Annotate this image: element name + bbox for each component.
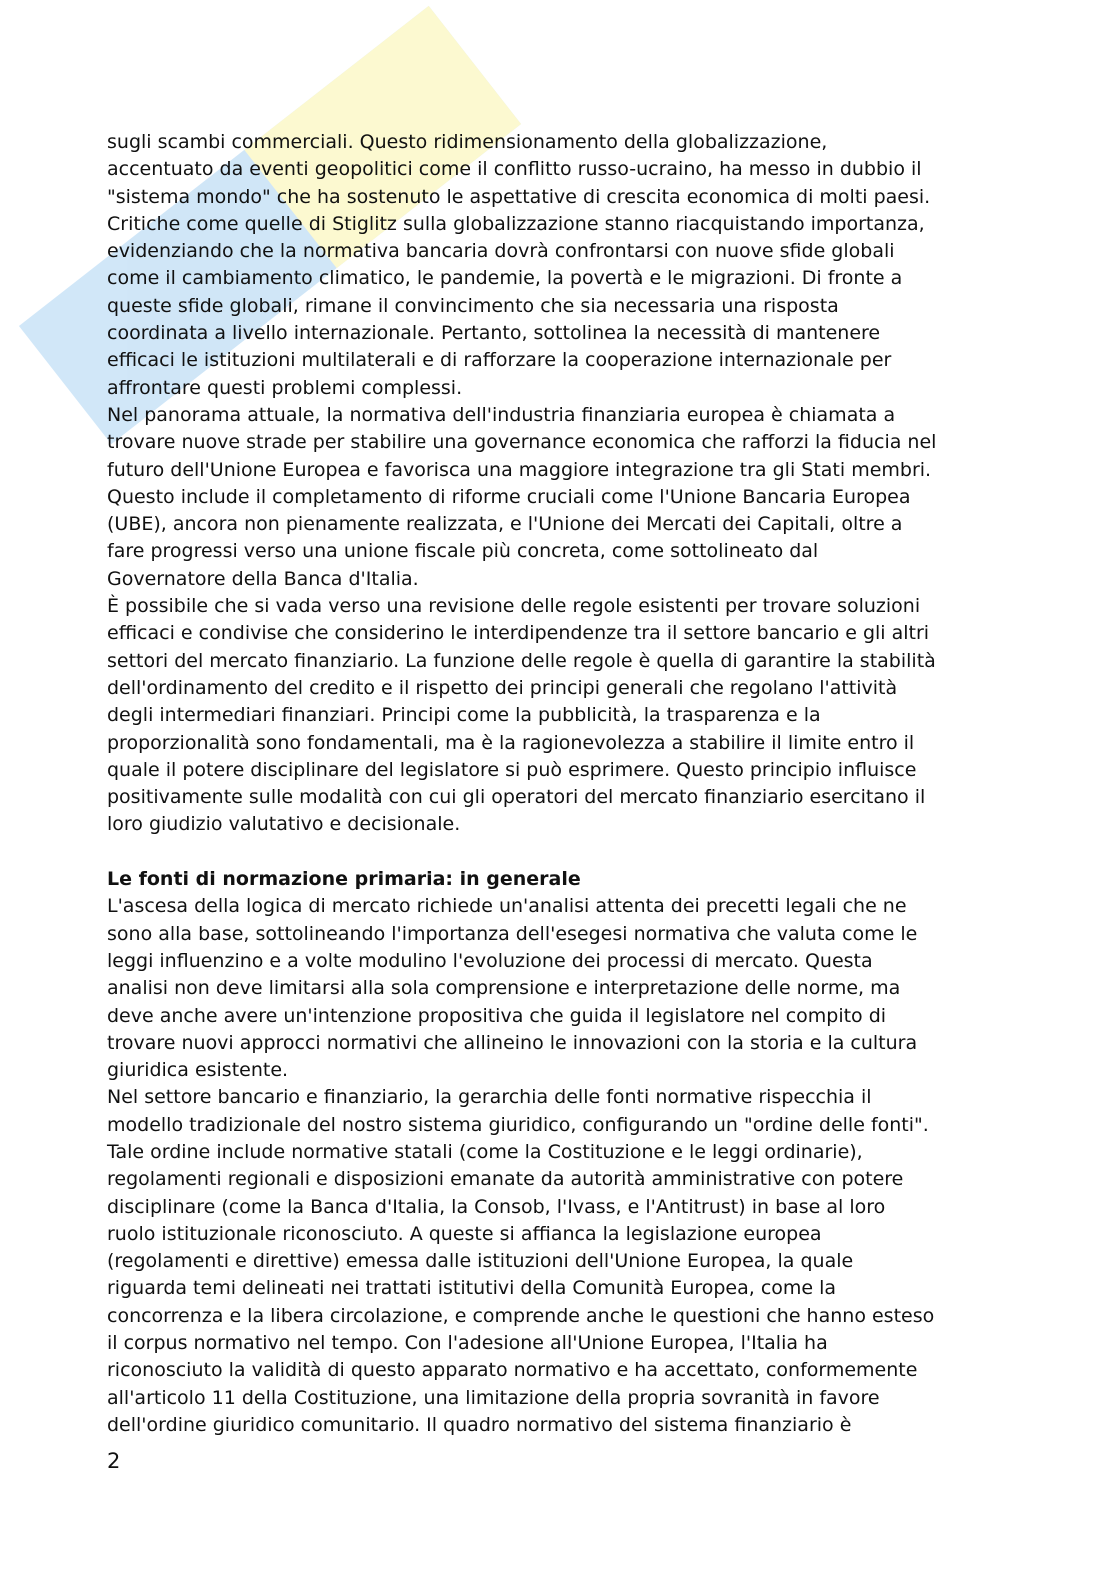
document-body (107, 129, 936, 1439)
text-line: regolamenti regionali e disposizioni emanate da autorità amministrative con potere (107, 1168, 904, 1191)
text-line: sono alla base, sottolineando l'importanza dell'esegesi normativa che valuta come le (107, 922, 918, 945)
text-line: Questo include il completamento di riforme cruciali come l'Unione Bancaria Europea (107, 485, 911, 508)
text-line: riconosciuto la validità di questo apparato normativo e ha accettato, conformemente (107, 1359, 918, 1382)
paragraph (107, 893, 936, 1084)
text-line: deve anche avere un'intenzione propositiva che guida il legislatore nel compito di (107, 1004, 887, 1027)
text-line: positivamente sulle modalità con cui gli operatori del mercato finanziario esercitano il (107, 786, 926, 809)
section-heading: Le fonti di normazione primaria: in generale (107, 868, 581, 891)
text-line: È possibile che si vada verso una revisione delle regole esistenti per trovare soluzioni (107, 595, 921, 618)
paragraph (107, 593, 936, 839)
text-line: accentuato da eventi geopolitici come il conflitto russo-ucraino, ha messo in dubbio il (107, 158, 922, 181)
text-line: loro giudizio valutativo e decisionale. (107, 813, 461, 836)
text-line: Tale ordine include normative statali (come la Costituzione e le leggi ordinarie), (107, 1140, 863, 1163)
text-line: Nel panorama attuale, la normativa dell'industria finanziaria europea è chiamata a (107, 403, 896, 426)
text-line: trovare nuove strade per stabilire una governance economica che rafforzi la fiducia nel (107, 431, 937, 454)
text-line: efficaci le istituzioni multilaterali e di rafforzare la cooperazione internazionale per (107, 349, 892, 372)
section-paragraphs (107, 893, 936, 1439)
text-line: analisi non deve limitarsi alla sola comprensione e interpretazione delle norme, ma (107, 977, 901, 1000)
paragraph (107, 1084, 936, 1439)
text-line: ruolo istituzionale riconosciuto. A queste si affianca la legislazione europea (107, 1222, 822, 1245)
paragraph (107, 402, 936, 593)
text-line: Nel settore bancario e finanziario, la gerarchia delle fonti normative rispecchia il (107, 1086, 872, 1109)
text-line: come il cambiamento climatico, le pandemie, la povertà e le migrazioni. Di fronte a (107, 267, 903, 290)
text-line: dell'ordinamento del credito e il rispetto dei principi generali che regolano l'attività (107, 676, 898, 699)
text-line: trovare nuovi approcci normativi che allineino le innovazioni con la storia e la cultura (107, 1031, 918, 1054)
text-line: fare progressi verso una unione fiscale più concreta, come sottolineato dal (107, 540, 819, 563)
text-line: affrontare questi problemi complessi. (107, 376, 463, 399)
text-line: Critiche come quelle di Stiglitz sulla globalizzazione stanno riacquistando importanza, (107, 212, 925, 235)
text-line: (regolamenti e direttive) emessa dalle istituzioni dell'Unione Europea, la quale (107, 1250, 854, 1273)
text-line: (UBE), ancora non pienamente realizzata, e l'Unione dei Mercati dei Capitali, oltre a (107, 513, 903, 536)
text-line: quale il potere disciplinare del legislatore si può esprimere. Questo principio influisce (107, 758, 917, 781)
text-line: proporzionalità sono fondamentali, ma è la ragionevolezza a stabilire il limite entro il (107, 731, 915, 754)
text-line: modello tradizionale del nostro sistema giuridico, configurando un "ordine delle fonti". (107, 1113, 929, 1136)
text-line: settori del mercato finanziario. La funzione delle regole è quella di garantire la stabilità (107, 649, 936, 672)
text-line: giuridica esistente. (107, 1059, 289, 1082)
text-line: futuro dell'Unione Europea e favorisca una maggiore integrazione tra gli Stati membri. (107, 458, 932, 481)
page-number: 2 (107, 1449, 121, 1473)
text-line: sugli scambi commerciali. Questo ridimensionamento della globalizzazione, (107, 131, 828, 153)
text-line: il corpus normativo nel tempo. Con l'adesione all'Unione Europea, l'Italia ha (107, 1332, 828, 1355)
text-line: L'ascesa della logica di mercato richiede un'analisi attenta dei precetti legali che ne (107, 895, 907, 918)
text-line: riguarda temi delineati nei trattati istitutivi della Comunità Europea, come la (107, 1277, 837, 1300)
text-line: coordinata a livello internazionale. Pertanto, sottolinea la necessità di mantenere (107, 322, 881, 345)
text-line: disciplinare (come la Banca d'Italia, la Consob, l'Ivass, e l'Antitrust) in base al loro (107, 1195, 886, 1218)
paragraph (107, 129, 936, 402)
text-line: queste sfide globali, rimane il convincimento che sia necessaria una risposta (107, 294, 839, 317)
text-line: "sistema mondo" che ha sostenuto le aspettative di crescita economica di molti paesi. (107, 185, 931, 208)
text-line: Governatore della Banca d'Italia. (107, 567, 419, 590)
text-line: degli intermediari finanziari. Principi come la pubblicità, la trasparenza e la (107, 704, 821, 727)
text-line: evidenziando che la normativa bancaria dovrà confrontarsi con nuove sfide globali (107, 240, 895, 263)
text-line: dell'ordine giuridico comunitario. Il quadro normativo del sistema finanziario è (107, 1413, 852, 1436)
text-line: efficaci e condivise che considerino le interdipendenze tra il settore bancario e gli altri (107, 622, 930, 645)
text-line: concorrenza e la libera circolazione, e comprende anche le questioni che hanno esteso (107, 1304, 935, 1327)
text-line: all'articolo 11 della Costituzione, una limitazione della propria sovranità in favore (107, 1386, 880, 1409)
intro-paragraphs (107, 129, 936, 839)
text-line: leggi influenzino e a volte modulino l'evoluzione dei processi di mercato. Questa (107, 949, 873, 972)
